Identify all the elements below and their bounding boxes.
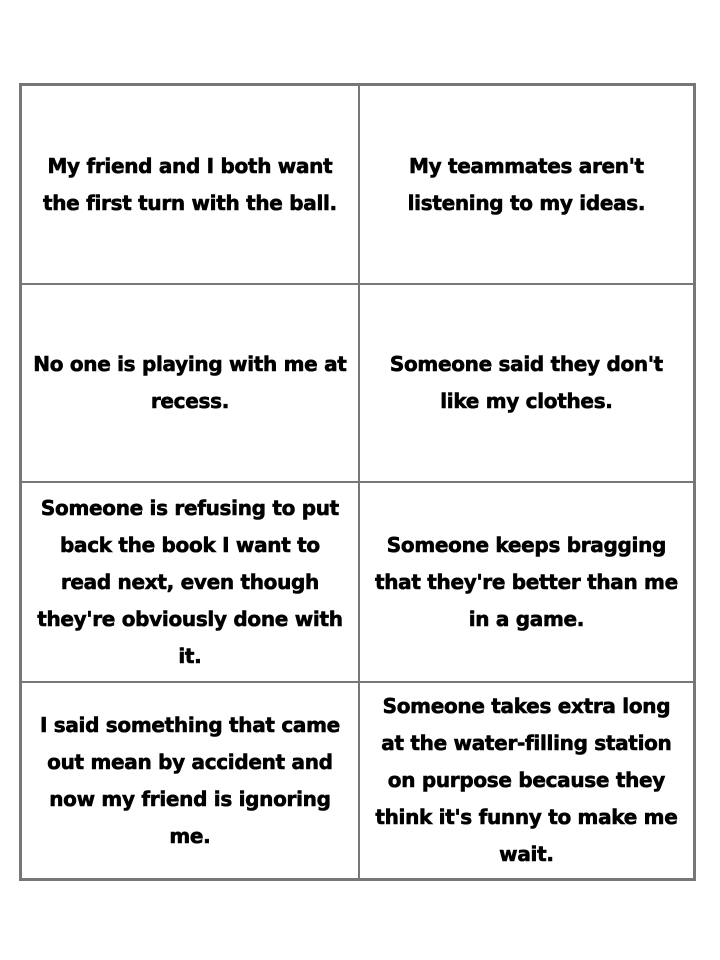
scenario-card-text: No one is playing with me at recess. [33,352,347,414]
scenario-card [359,482,694,682]
scenario-card [359,284,694,482]
scenario-card [21,682,359,879]
scenario-card [359,85,694,284]
scenario-card-text: Someone keeps bragging that they're better than me in a game. [374,532,678,631]
scenario-card-text: Someone takes extra long at the water-filling station on purpose because they think it's funny to make me wait. [375,694,678,867]
scenario-card [21,284,359,482]
scenario-card [21,482,359,682]
scenario-card [359,682,694,879]
scenario-card-text: Someone said they don't like my clothes. [389,352,663,414]
scenario-card [21,85,359,284]
scenario-card-table [19,83,696,881]
scenario-card-text: My friend and I both want the first turn with the ball. [42,153,337,215]
scenario-card-text: Someone is refusing to put back the book I want to read next, even though they're obviously done with it. [37,495,343,668]
scenario-card-text: My teammates aren't listening to my ideas. [407,153,646,215]
scenario-card-text: I said something that came out mean by accident and now my friend is ignoring me. [39,712,340,848]
